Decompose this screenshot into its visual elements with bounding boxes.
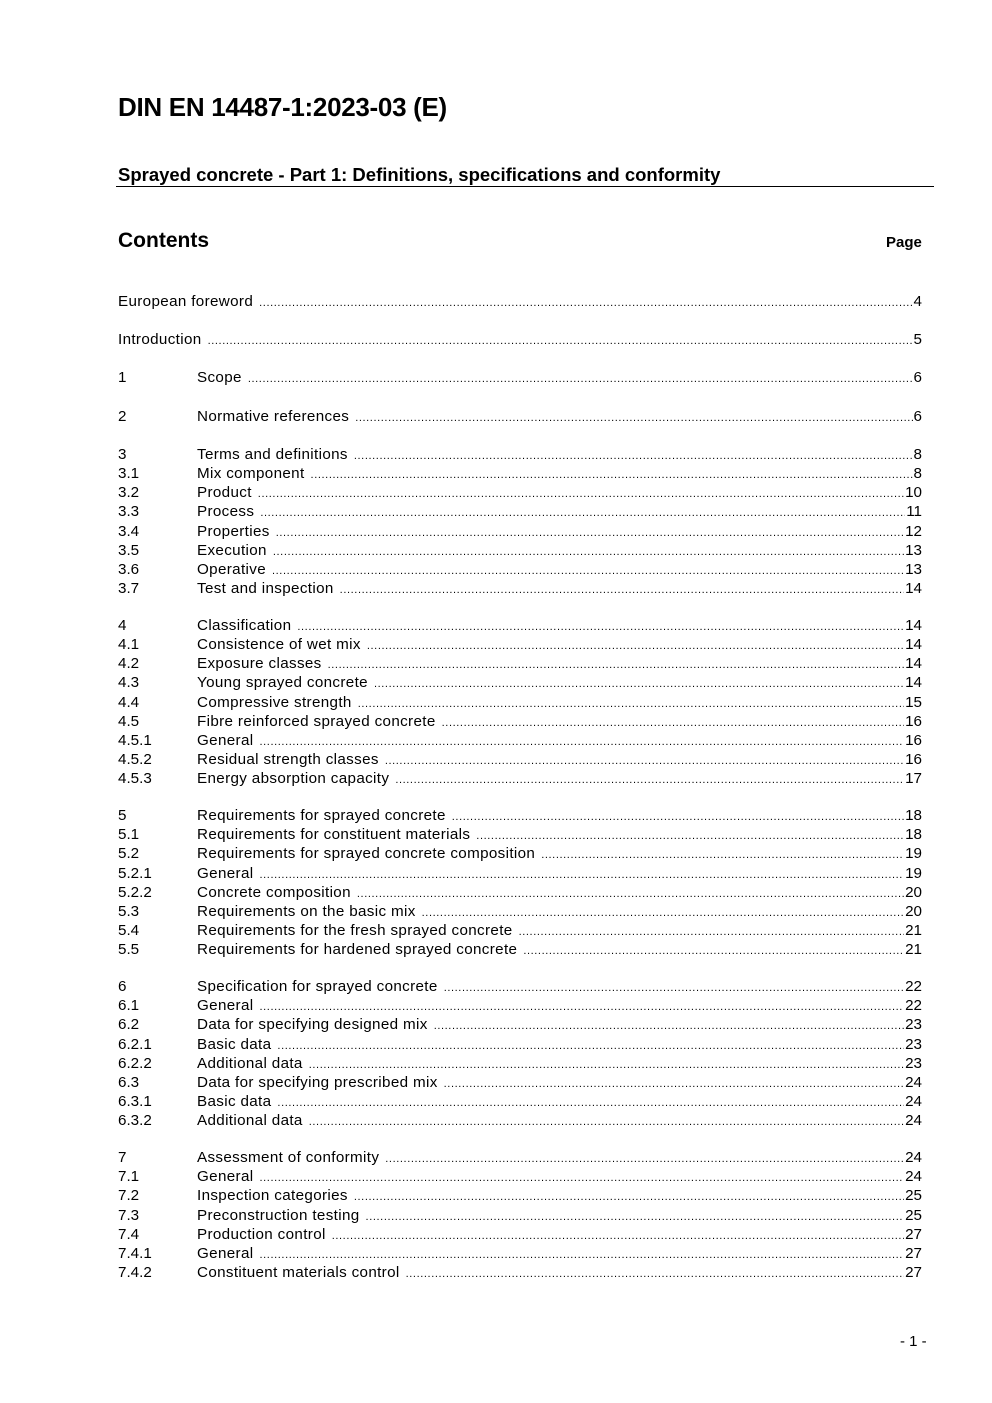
toc-entry-page: 13 (905, 560, 922, 578)
toc-entry-title: Properties (197, 522, 270, 540)
toc-entry-page: 24 (905, 1148, 922, 1166)
toc-entry[interactable] (118, 292, 922, 311)
toc-entry-title: Execution (197, 541, 267, 559)
toc-entry-number: 7 (118, 1148, 127, 1166)
toc-entry-page: 14 (905, 580, 922, 598)
toc-entry-number: 6.1 (118, 997, 140, 1015)
toc-section-group (118, 407, 922, 426)
toc-entry-number: 5.2.1 (118, 864, 152, 882)
toc-entry-page: 16 (905, 731, 922, 749)
toc-section-group (118, 368, 922, 387)
toc-entry[interactable] (118, 635, 922, 654)
toc-entry-title: General (197, 864, 254, 882)
toc-entry[interactable] (118, 712, 922, 731)
toc-entry-title: General (197, 997, 254, 1015)
toc-entry-title: General (197, 731, 254, 749)
toc-dot-leader (259, 294, 912, 313)
toc-entry-page: 6 (913, 369, 922, 387)
toc-dot-leader (248, 370, 913, 389)
toc-entry-page: 6 (913, 407, 922, 425)
toc-entry-title: Compressive strength (197, 693, 352, 711)
toc-entry-title: Basic data (197, 1093, 272, 1111)
toc-dot-leader (354, 447, 913, 466)
toc-dot-leader (273, 543, 904, 562)
toc-entry-title: Preconstruction testing (197, 1206, 360, 1224)
toc-entry[interactable] (118, 806, 922, 825)
toc-entry-number: 6.3 (118, 1073, 140, 1091)
toc-entry-page: 27 (905, 1225, 922, 1243)
toc-dot-leader (357, 885, 904, 904)
toc-entry[interactable] (118, 825, 922, 844)
toc-dot-leader (444, 1075, 904, 1094)
toc-dot-leader (277, 1037, 904, 1056)
toc-entry-page: 20 (905, 902, 922, 920)
toc-entry-title: Normative references (197, 407, 350, 425)
toc-entry-page: 16 (905, 712, 922, 730)
toc-dot-leader (406, 1265, 904, 1284)
toc-section-group (118, 806, 922, 960)
toc-dot-leader (434, 1017, 904, 1036)
toc-entry[interactable] (118, 1167, 922, 1186)
document-id: DIN EN 14487-1:2023-03 (E) (118, 92, 447, 122)
toc-entry-title: Data for specifying prescribed mix (197, 1073, 438, 1091)
toc-entry-number: 3.4 (118, 522, 140, 540)
toc-entry-page: 11 (906, 503, 922, 521)
toc-entry-number: 4 (118, 616, 127, 634)
toc-entry-title: Operative (197, 560, 266, 578)
toc-entry-page: 14 (905, 674, 922, 692)
toc-entry-number: 5.2.2 (118, 883, 152, 901)
toc-entry-page: 14 (905, 655, 922, 673)
toc-entry-page: 16 (905, 751, 922, 769)
toc-entry[interactable] (118, 1054, 922, 1073)
toc-entry[interactable] (118, 1015, 922, 1034)
toc-entry-title: Terms and definitions (197, 445, 348, 463)
toc-dot-leader (395, 771, 904, 790)
toc-dot-leader (523, 942, 904, 961)
toc-section-group (118, 1148, 922, 1282)
toc-dot-leader (208, 332, 913, 351)
toc-entry[interactable] (118, 464, 922, 483)
toc-dot-leader (519, 923, 905, 942)
toc-entry-page: 19 (905, 845, 922, 863)
toc-dot-leader (340, 581, 904, 600)
toc-entry-title: Concrete composition (197, 883, 351, 901)
toc-entry-page: 14 (905, 616, 922, 634)
toc-entry-title: Requirements for hardened sprayed concrete (197, 941, 518, 959)
toc-dot-leader (276, 524, 904, 543)
toc-dot-leader (385, 1150, 904, 1169)
toc-entry-number: 6.3.1 (118, 1093, 152, 1111)
toc-entry-number: 1 (118, 369, 127, 387)
toc-entry[interactable] (118, 883, 922, 902)
toc-entry-number: 5.2 (118, 845, 140, 863)
toc-entry-page: 23 (905, 1035, 922, 1053)
toc-dot-leader (385, 752, 904, 771)
toc-entry-number: 6.2.1 (118, 1035, 152, 1053)
toc-entry-number: 3.6 (118, 560, 140, 578)
toc-entry-title: Test and inspection (197, 580, 334, 598)
toc-entry-page: 21 (905, 941, 922, 959)
toc-entry-page: 27 (905, 1264, 922, 1282)
toc-entry-number: 5.1 (118, 826, 140, 844)
toc-entry[interactable] (118, 1206, 922, 1225)
toc-dot-leader (272, 562, 904, 581)
toc-entry-number: 4.5 (118, 712, 140, 730)
toc-dot-leader (541, 846, 904, 865)
toc-section-group (118, 445, 922, 599)
toc-entry-number: 3.1 (118, 464, 140, 482)
toc-entry-page: 20 (905, 883, 922, 901)
toc-entry-number: 7.4 (118, 1225, 140, 1243)
toc-dot-leader (442, 714, 904, 733)
toc-entry-page: 10 (905, 484, 922, 502)
toc-entry[interactable] (118, 673, 922, 692)
toc-dot-leader (260, 504, 905, 523)
toc-dot-leader (374, 675, 904, 694)
toc-entry[interactable] (118, 654, 922, 673)
toc-entry-number: 4.4 (118, 693, 140, 711)
toc-entry-number: 5.5 (118, 941, 140, 959)
toc-entry-number: 7.4.2 (118, 1264, 152, 1282)
toc-entry[interactable] (118, 579, 922, 598)
toc-entry-page: 24 (905, 1112, 922, 1130)
toc-entry-title: Residual strength classes (197, 751, 379, 769)
toc-dot-leader (354, 1188, 904, 1207)
toc-entry-number: 3.5 (118, 541, 140, 559)
toc-entry-page: 18 (905, 826, 922, 844)
toc-entry-number: 4.2 (118, 655, 140, 673)
toc-entry[interactable] (118, 844, 922, 863)
toc-entry-page: 24 (905, 1168, 922, 1186)
toc-entry-number: 2 (118, 407, 127, 425)
toc-entry-title: Exposure classes (197, 655, 322, 673)
table-of-contents (118, 292, 922, 1300)
toc-dot-leader (277, 1094, 904, 1113)
toc-entry-title: Requirements for the fresh sprayed concrete (197, 922, 513, 940)
page-number: - 1 - (900, 1333, 927, 1350)
toc-entry-title: Basic data (197, 1035, 272, 1053)
toc-entry-title: Classification (197, 616, 292, 634)
toc-entry-page: 8 (913, 464, 922, 482)
toc-entry-page: 15 (905, 693, 922, 711)
toc-entry-page: 14 (905, 635, 922, 653)
toc-entry[interactable] (118, 616, 922, 635)
toc-entry-number: 7.2 (118, 1187, 140, 1205)
toc-entry-number: 6.2.2 (118, 1054, 152, 1072)
toc-entry-number: 5 (118, 806, 127, 824)
toc-entry[interactable] (118, 1148, 922, 1167)
toc-entry-page: 25 (905, 1187, 922, 1205)
toc-entry-title: Additional data (197, 1112, 303, 1130)
toc-entry-title: Scope (197, 369, 242, 387)
toc-entry-title: General (197, 1244, 254, 1262)
toc-entry-number: 6.3.2 (118, 1112, 152, 1130)
toc-entry-page: 5 (913, 331, 922, 349)
toc-entry-title: Requirements on the basic mix (197, 902, 416, 920)
toc-dot-leader (258, 485, 904, 504)
page-column-label: Page (886, 234, 922, 251)
toc-entry[interactable] (118, 502, 922, 521)
toc-dot-leader (367, 637, 904, 656)
toc-entry-number: 7.1 (118, 1168, 140, 1186)
toc-entry-number: 6.2 (118, 1016, 140, 1034)
toc-entry-title: Mix component (197, 464, 305, 482)
toc-entry[interactable] (118, 750, 922, 769)
toc-entry-title: Inspection categories (197, 1187, 348, 1205)
toc-entry-number: 7.4.1 (118, 1244, 152, 1262)
toc-entry-page: 19 (905, 864, 922, 882)
toc-entry[interactable] (118, 996, 922, 1015)
toc-entry[interactable] (118, 1244, 922, 1263)
toc-entry-number: 3.7 (118, 580, 140, 598)
toc-entry[interactable] (118, 1073, 922, 1092)
toc-entry-number: 3.3 (118, 503, 140, 521)
toc-entry[interactable] (118, 1035, 922, 1054)
toc-entry[interactable] (118, 445, 922, 464)
toc-entry[interactable] (118, 864, 922, 883)
toc-dot-leader (452, 808, 904, 827)
document-title: Sprayed concrete - Part 1: Definitions, specifications and conformity (118, 164, 721, 185)
toc-entry-page: 23 (905, 1016, 922, 1034)
toc-entry[interactable] (118, 1225, 922, 1244)
toc-entry-page: 25 (905, 1206, 922, 1224)
toc-entry[interactable] (118, 1111, 922, 1130)
toc-entry-page: 23 (905, 1054, 922, 1072)
toc-entry-page: 12 (905, 522, 922, 540)
toc-entry-number: 4.3 (118, 674, 140, 692)
toc-entry[interactable] (118, 769, 922, 788)
toc-entry-page: 24 (905, 1073, 922, 1091)
toc-entry-number: 4.5.2 (118, 751, 152, 769)
toc-entry-number: 4.1 (118, 635, 140, 653)
toc-entry-title: Assessment of conformity (197, 1148, 380, 1166)
toc-entry-number: 3 (118, 445, 127, 463)
toc-section-group (118, 977, 922, 1131)
toc-entry-title: Consistence of wet mix (197, 635, 361, 653)
toc-entry-number: 6 (118, 977, 127, 995)
toc-entry-title: Specification for sprayed concrete (197, 977, 438, 995)
toc-entry-number: 5.4 (118, 922, 140, 940)
toc-entry-title: Product (197, 484, 252, 502)
toc-entry-page: 24 (905, 1093, 922, 1111)
toc-entry-title: Production control (197, 1225, 326, 1243)
contents-heading: Contents (118, 229, 209, 252)
toc-dot-leader (355, 409, 912, 428)
toc-entry[interactable] (118, 940, 922, 959)
toc-entry[interactable] (118, 483, 922, 502)
toc-dot-leader (366, 1208, 905, 1227)
toc-entry-page: 22 (905, 997, 922, 1015)
toc-entry-title: Fibre reinforced sprayed concrete (197, 712, 436, 730)
toc-entry-number: 3.2 (118, 484, 140, 502)
toc-entry[interactable] (118, 977, 922, 996)
toc-entry-page: 13 (905, 541, 922, 559)
toc-section-group (118, 616, 922, 789)
toc-entry[interactable] (118, 368, 922, 387)
toc-entry-page: 8 (913, 445, 922, 463)
toc-entry-title: Constituent materials control (197, 1264, 400, 1282)
toc-entry-page: 17 (905, 770, 922, 788)
toc-dot-leader (444, 979, 904, 998)
toc-section-group (118, 292, 922, 311)
toc-entry-title: Data for specifying designed mix (197, 1016, 428, 1034)
toc-entry[interactable] (118, 902, 922, 921)
toc-entry[interactable] (118, 1092, 922, 1111)
toc-entry-title: Requirements for sprayed concrete (197, 806, 446, 824)
toc-entry[interactable] (118, 921, 922, 940)
toc-entry-number: 7.3 (118, 1206, 140, 1224)
toc-entry-title: Additional data (197, 1054, 303, 1072)
toc-section-group (118, 330, 922, 349)
toc-entry-title: Energy absorption capacity (197, 770, 390, 788)
toc-dot-leader (309, 1113, 904, 1132)
toc-entry-title: Requirements for constituent materials (197, 826, 471, 844)
toc-entry-page: 4 (913, 293, 922, 310)
toc-dot-leader (332, 1227, 904, 1246)
toc-dot-leader (311, 466, 913, 485)
toc-entry-number: 4.5.1 (118, 731, 152, 749)
toc-entry-title: Introduction (118, 331, 202, 349)
toc-entry[interactable] (118, 693, 922, 712)
toc-entry-title: Young sprayed concrete (197, 674, 368, 692)
toc-entry[interactable] (118, 330, 922, 349)
toc-entry-page: 27 (905, 1244, 922, 1262)
toc-entry[interactable] (118, 1186, 922, 1205)
toc-entry[interactable] (118, 541, 922, 560)
toc-entry-number: 4.5.3 (118, 770, 152, 788)
toc-entry[interactable] (118, 522, 922, 541)
toc-entry-page: 18 (905, 806, 922, 824)
toc-entry-number: 5.3 (118, 902, 140, 920)
toc-entry[interactable] (118, 731, 922, 750)
toc-entry[interactable] (118, 1263, 922, 1282)
toc-entry-title: General (197, 1168, 254, 1186)
toc-dot-leader (297, 618, 904, 637)
title-divider (116, 186, 934, 187)
toc-entry-title: Requirements for sprayed concrete composition (197, 845, 536, 863)
toc-entry-page: 22 (905, 977, 922, 995)
toc-entry[interactable] (118, 407, 922, 426)
toc-entry-title: European foreword (118, 293, 254, 310)
toc-entry[interactable] (118, 560, 922, 579)
toc-entry-title: Process (197, 503, 255, 521)
toc-dot-leader (328, 656, 904, 675)
toc-dot-leader (259, 1169, 904, 1188)
toc-entry-page: 21 (905, 922, 922, 940)
